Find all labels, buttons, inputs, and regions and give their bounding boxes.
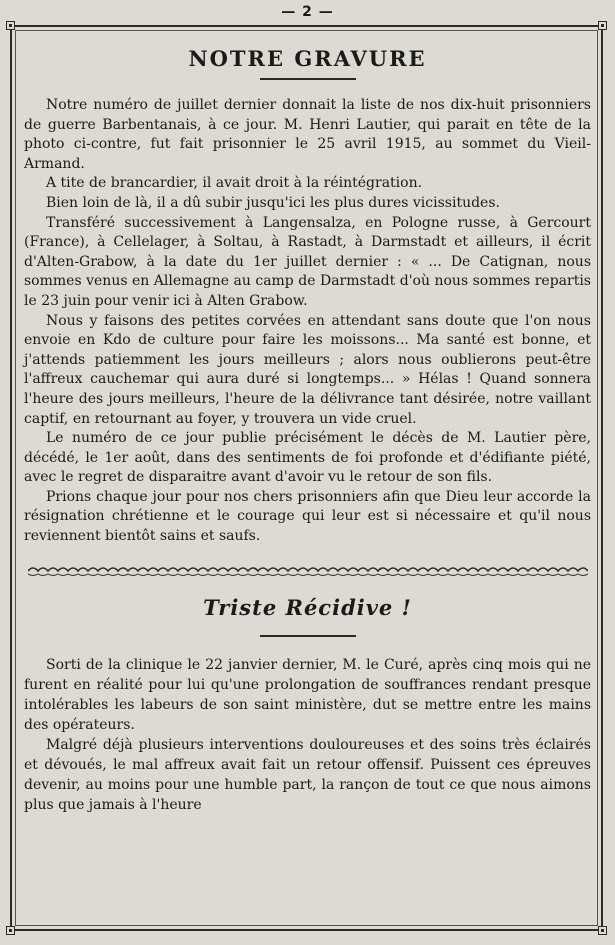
article-paragraph: Le numéro de ce jour publie précisément le décès de M. Lautier père, décédé, le 1er août, dans des sentiments de foi profonde et d'édifiante piété, avec le regret de disparaitre avant d'avoir vu le retour de son fils. — [24, 430, 591, 486]
article-body — [24, 655, 591, 815]
article-paragraph: Transféré successivement à Langensalza, en Pologne russe, à Gercourt (France), à Cellelager, à Soltau, à Rastadt, à Darmstadt et ailleurs, il écrit d'Alten-Grabow, à la date du 1er juillet dernier : « ... De Catignan, nous sommes venus en Allemagne au camp de Darmstadt d'où nous sommes repartis le 23 juin pour venir ici à Alten Grabow. — [24, 214, 591, 309]
article-paragraph: A tite de brancardier, il avait droit à la réintégration. — [46, 175, 423, 192]
corner-ornament-bottom-left — [6, 926, 15, 935]
article-paragraph: Malgré déjà plusieurs interventions douloureuses et des soins très éclairés et dévoués, le mal affreux avait fait un retour offensif. Puissent ces épreuves devenir, au moins pour une humble part, la rançon de tout ce que nous aimons plus que jamais à l'heure — [24, 736, 591, 813]
page-content — [24, 40, 591, 815]
wave-separator — [28, 565, 588, 577]
article-paragraph: Notre numéro de juillet dernier donnait la liste de nos dix-huit prisonniers de guerre Barbentanais, à ce jour. M. Henri Lautier, qui parait en tête de la photo ci-contre, fut fait prisonnier le 25 avril 1915, au sommet du Vieil-Armand. — [24, 97, 591, 172]
article-paragraph: Nous y faisons des petites corvées en attendant sans doute que l'on nous envoie en Kdo de culture pour faire les moissons... Ma santé est bonne, et j'attends patiemment les jours meilleurs ; alors nous oublierons peut-être l'affreux cauchemar qui aura duré si longtemps... » Hélas ! Quand sonnera l'heure des jours meilleurs, l'heure de la délivrance tant désirée, notre vaillant captif, en retournant au foyer, y trouvera un vide cruel. — [24, 312, 591, 427]
title-underline — [260, 635, 356, 637]
article-paragraph: Bien loin de là, il a dû subir jusqu'ici les plus dures vicissitudes. — [46, 194, 500, 211]
corner-ornament-bottom-right — [598, 926, 607, 935]
article-paragraph: Sorti de la clinique le 22 janvier dernier, M. le Curé, après cinq mois qui ne furent en réalité pour lui qu'une prolongation de souffrances rendant presque intolérables les labeurs de son saint ministère, dut se mettre entre les mains des opérateurs. — [24, 656, 591, 733]
page-number: — 2 — — [281, 4, 334, 20]
article-notre-gravure — [24, 46, 591, 547]
article-title: NOTRE GRAVURE — [188, 46, 427, 71]
article-body — [24, 96, 591, 547]
article-triste-recidive — [24, 595, 591, 815]
corner-ornament-top-right — [598, 21, 607, 30]
title-underline — [260, 78, 356, 80]
corner-ornament-top-left — [6, 21, 15, 30]
article-paragraph: Prions chaque jour pour nos chers prisonniers afin que Dieu leur accorde la résignation chrétienne et le courage qui leur est si nécessaire et qu'il nous reviennent bientôt sains et saufs. — [24, 488, 591, 545]
article-title: Triste Récidive ! — [203, 594, 412, 620]
